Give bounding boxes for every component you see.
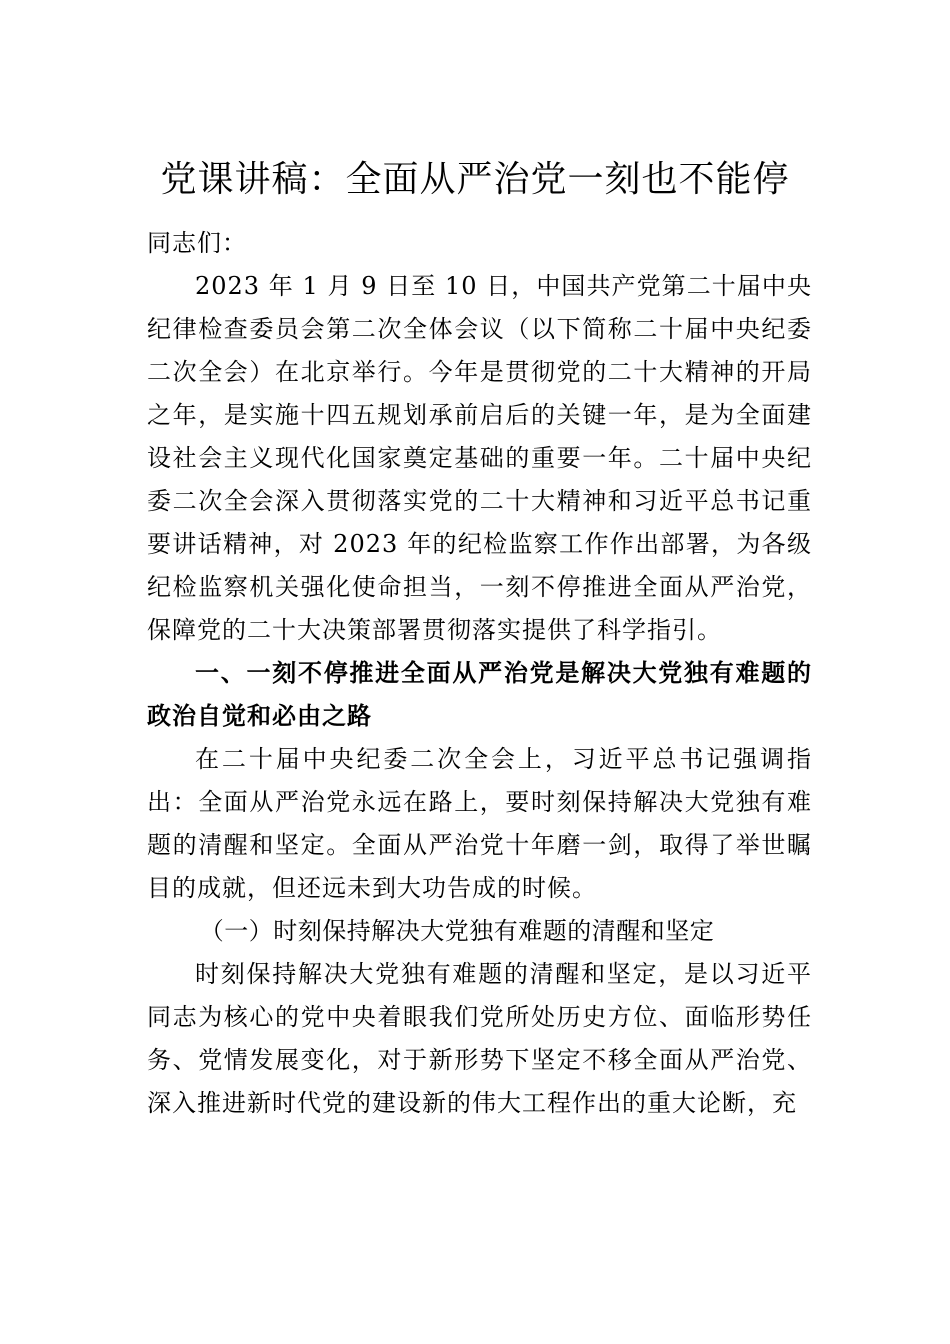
subsection-heading-1: （一）时刻保持解决大党独有难题的清醒和坚定 bbox=[199, 917, 715, 945]
paragraph-section-1: 在二十届中央纪委二次全会上，习近平总书记强调指出：全面从严治党永远在路上，要时刻保持解决大党独有难题的清醒和坚定。全面从严治党十年磨一剑，取得了举世瞩目的成就，但还远未到大功告成的时候。 bbox=[147, 745, 812, 902]
paragraph-intro: 2023 年 1 月 9 日至 10 日，中国共产党第二十届中央纪律检查委员会第二次全体会议（以下简称二十届中央纪委二次全会）在北京举行。今年是贯彻党的二十大精神的开局之年，是实施十四五规划承前启后的关键一年，是为全面建设社会主义现代化国家奠定基础的重要一年。二十届中央纪委二次全会深入贯彻落实党的二十大精神和习近平总书记重要讲话精神，对 2023 年的纪检监察工作作出部署，为各级纪检监察机关强化使命担当，一刻不停推进全面从严治党，保障党的二十大决策部署贯彻落实提供了科学指引。 bbox=[147, 272, 812, 644]
document-title: 党课讲稿：全面从严治党一刻也不能停 bbox=[160, 159, 790, 200]
document-body bbox=[147, 222, 812, 1125]
paragraph-subsection-1: 时刻保持解决大党独有难题的清醒和坚定，是以习近平同志为核心的党中央着眼我们党所处历史方位、面临形势任务、党情发展变化，对于新形势下坚定不移全面从严治党、 深入推进新时代党的建设新的伟大工程作出的重大论断，充 bbox=[147, 960, 812, 1117]
salutation: 同志们： bbox=[147, 229, 247, 257]
section-heading-1: 一、一刻不停推进全面从严治党是解决大党独有难题的政治自觉和必由之路 bbox=[147, 659, 812, 730]
